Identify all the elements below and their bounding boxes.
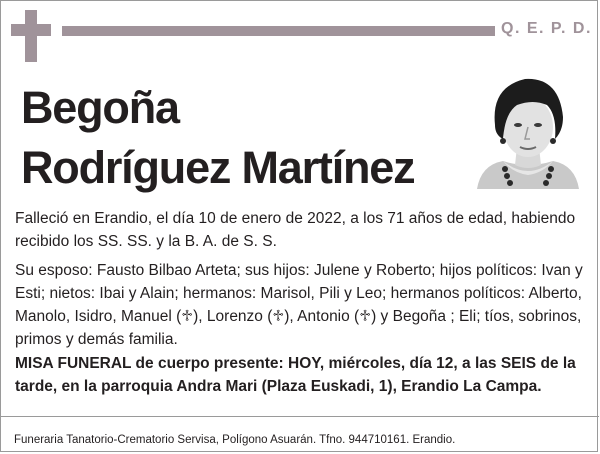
portrait-photo (473, 69, 583, 189)
header-bar (62, 26, 495, 36)
funeral-home: Funeraria Tanatorio-Crematorio Servisa, Polígono Asuarán. Tfno. 944710161. Erandio. (14, 434, 456, 446)
cross-icon (11, 10, 51, 62)
surnames: Rodríguez Martínez (21, 142, 415, 193)
funeral-info: MISA FUNERAL de cuerpo presente: HOY, miércoles, día 12, a las SEIS de la tarde, en la parroquia Andra Mari (Plaza Euskadi, 1), Erandio La Campa. (15, 355, 576, 395)
death-notice: Falleció en Erandio, el día 10 de enero de 2022, a los 71 años de edad, habiendo recibido los SS. SS. y la B. A. de S. S. (15, 210, 576, 250)
first-name: Begoña (21, 82, 179, 133)
family-list: Su esposo: Fausto Bilbao Arteta; sus hijos: Julene y Roberto; hijos políticos: Ivan y Esti; nietos: Ibai y Alain; hermanos: Marisol, Pili y Leo; hermanos políticos: Alberto, Manolo, Isidro, Manuel (♱), Lorenzo (♱), Antonio (♱) y Begoña ; Eli; tíos, sobrinos, primos y demás familia. (15, 262, 583, 348)
divider (1, 416, 599, 417)
qepd-label: Q. E. P. D. (501, 20, 592, 37)
